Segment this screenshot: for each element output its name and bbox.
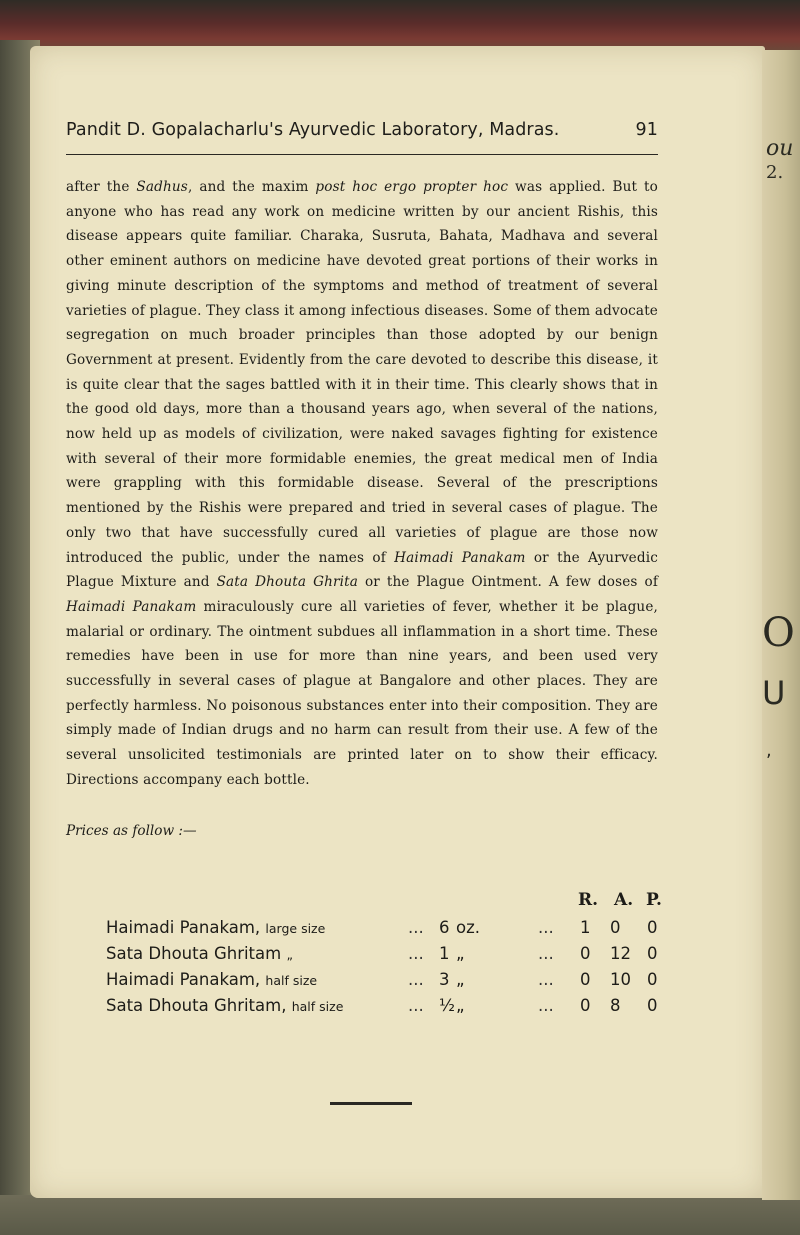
price-a: 10 xyxy=(610,970,631,989)
currency-rupees: R. xyxy=(578,890,599,910)
next-page-edge xyxy=(762,50,800,1200)
price-r: 0 xyxy=(580,944,591,963)
price-unit: „ xyxy=(456,944,465,963)
price-a: 8 xyxy=(610,996,621,1015)
text-run: miraculously cure all varieties of fever, whether it be plague, malarial or ordinary. The ointment subdues all inflammation in a short time. These remedies have been in use for more than nine years, and been used very successfully in several cases of plague at Bangalore and other places. They are perfectly harmless. No poisonous substances enter into their composition. They are simply made of Indian drugs and no harm can result from their use. A few of the several unsolicited testimonials are printed later on to show their efficacy. Directions accompany each bottle. xyxy=(66,598,658,788)
italic-term: Haimadi Panakam xyxy=(66,598,197,615)
running-header xyxy=(66,120,658,140)
price-qty: 3 xyxy=(439,970,450,989)
currency-header xyxy=(106,890,666,918)
price-row xyxy=(106,970,666,996)
body-paragraph xyxy=(66,175,658,793)
text-run: or the Plague Ointment. A few doses of xyxy=(358,574,659,591)
price-unit: oz. xyxy=(456,918,481,937)
product-size: „ xyxy=(286,947,293,962)
product-title: Sata Dhouta Ghritam, xyxy=(106,996,287,1015)
price-r: 0 xyxy=(580,996,591,1015)
text-run: was applied. But to anyone who has read any work on medicine written by our ancient Rishis, this disease appears quite familiar. Charaka, Susruta, Bahata, Madhava and several other eminent authors on medicine have devoted great portions of their works in giving minute description of the symptoms and method of treatment of several varieties of plague. They class it among infectious diseases. Some of them advocate segregation on much broader principles than those adopted by our benign Government at present. Evidently from the care devoted to describe this disease, it is quite clear that the sages battled with it in their time. This clearly shows that in the good old days, more than a thousand years ago, when several of the nations, now held up as models of civilization, were naked savages fighting for existence with several of their more formidable enemies, the great medical men of India were grappling with this formidable disease. Several of the prescriptions mentioned by the Rishis were prepared and tried in several cases of plague. The only two that have successfully cured all varieties of plague are those now introduced the public, under the names of xyxy=(66,179,659,566)
product-size: half size xyxy=(265,973,318,988)
page-number: 91 xyxy=(635,120,658,140)
product-title: Sata Dhouta Ghritam xyxy=(106,944,282,963)
price-a: 0 xyxy=(610,918,621,937)
product-name xyxy=(106,944,293,963)
product-name xyxy=(106,996,343,1015)
margin-fragment: , xyxy=(766,740,772,761)
italic-term: Sadhus xyxy=(136,179,188,195)
product-title: Haimadi Panakam, xyxy=(106,970,261,989)
product-size: large size xyxy=(265,921,326,936)
price-dots1: ... xyxy=(408,944,424,963)
margin-fragment: 2. xyxy=(766,162,784,183)
price-qty: ½ xyxy=(439,996,455,1015)
price-p: 0 xyxy=(647,944,658,963)
currency-pies: P. xyxy=(646,890,662,910)
product-name xyxy=(106,970,317,989)
text-run: after the xyxy=(66,179,137,195)
prices-label: Prices as follow :— xyxy=(66,822,197,839)
book-cover-top xyxy=(0,0,800,52)
product-name xyxy=(106,918,325,937)
price-unit: „ xyxy=(456,970,465,989)
price-dots1: ... xyxy=(408,918,424,937)
price-dots2: ... xyxy=(538,944,554,963)
italic-term: Sata Dhouta Ghrita xyxy=(216,574,359,591)
italic-term: post hoc ergo propter hoc xyxy=(315,179,509,195)
italic-term: Haimadi Panakam xyxy=(394,549,526,566)
price-row xyxy=(106,996,666,1022)
price-dots2: ... xyxy=(538,970,554,989)
price-dots1: ... xyxy=(408,996,424,1015)
price-table xyxy=(106,890,666,1022)
text-run: , and the maxim xyxy=(187,179,316,195)
price-dots2: ... xyxy=(538,996,554,1015)
price-qty: 6 xyxy=(439,918,450,937)
currency-annas: A. xyxy=(614,890,634,910)
price-dots1: ... xyxy=(408,970,424,989)
product-title: Haimadi Panakam, xyxy=(106,918,261,937)
price-r: 0 xyxy=(580,970,591,989)
price-p: 0 xyxy=(647,996,658,1015)
price-qty: 1 xyxy=(439,944,450,963)
margin-fragment: O xyxy=(762,610,795,656)
price-p: 0 xyxy=(647,918,658,937)
book-cover-bottom xyxy=(0,1195,800,1235)
price-unit: „ xyxy=(456,996,465,1015)
page-content xyxy=(66,120,658,839)
end-rule xyxy=(330,1102,412,1105)
margin-fragment: U xyxy=(762,674,786,712)
header-title: Pandit D. Gopalacharlu's Ayurvedic Laboratory, Madras. xyxy=(66,120,560,140)
price-dots2: ... xyxy=(538,918,554,937)
price-a: 12 xyxy=(610,944,631,963)
header-rule xyxy=(66,154,658,155)
margin-fragment: ou xyxy=(766,136,794,161)
text-run: or the Ayurvedic Plague Mixture and xyxy=(66,549,658,591)
product-size: half size xyxy=(291,999,344,1014)
price-p: 0 xyxy=(647,970,658,989)
price-row xyxy=(106,944,666,970)
price-r: 1 xyxy=(580,918,591,937)
price-row xyxy=(106,918,666,944)
